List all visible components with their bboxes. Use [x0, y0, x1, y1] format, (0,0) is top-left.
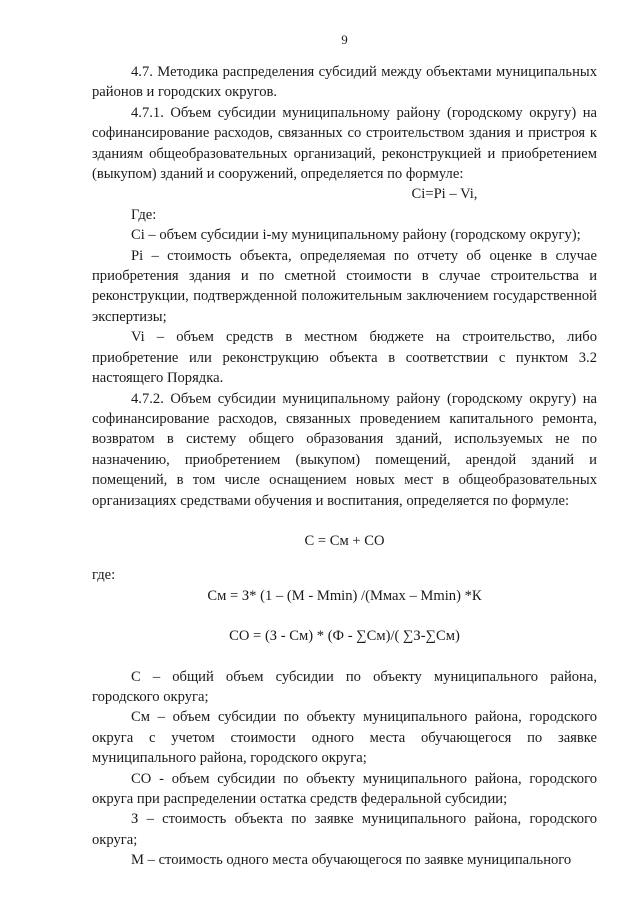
- where-label-2: где:: [92, 567, 116, 584]
- formula-co: СО = (З - См) * (Ф - ∑См)/( ∑З-∑См): [229, 628, 460, 645]
- definition-vi: Vi – объем средств в местном бюджете на строительство, либо приобретение или реконструкцию объекта в соответствии с пунктом 3.2 настоящего Порядка.: [92, 329, 597, 387]
- definition-co: СО - объем субсидии по объекту муниципального района, городского округа при распределении остатка средств федеральной субсидии;: [92, 770, 597, 807]
- section-title: 4.7. Методика распределения субсидий между объектами муниципальных районов и городских округов.: [92, 64, 597, 101]
- paragraph-4-7-2: 4.7.2. Объем субсидии муниципальному району (городскому округу) на софинансирование расходов, связанных проведением капитального ремонта, возвратом в систему общего образования зданий, используемых не по назначению, приобретением (выкупом) помещений, арендой зданий и помещений, в том числе оснащением новых мест в общеобразовательных организациях средствами обучения и воспитания, определяется по формуле:: [92, 390, 597, 509]
- definition-z: З – стоимость объекта по заявке муниципального района, городского округа;: [92, 811, 597, 848]
- formula-ci: Ci=Pi – Vi,: [411, 186, 478, 203]
- definition-cm: См – объем субсидии по объекту муниципального района, городского округа с учетом стоимости одного места обучающегося по заявке муниципального района, городского округа;: [92, 709, 597, 767]
- definition-ci: Ci – объем субсидии i-му муниципальному району (городскому округу);: [131, 227, 581, 244]
- page-number: 9: [341, 32, 348, 47]
- paragraph-4-7-1: 4.7.1. Объем субсидии муниципальному району (городскому округу) на софинансирование расходов, связанных со строительством здания и пристроя к зданиям общеобразовательных организаций, реконструкцией и приобретением (выкупом) зданий и сооружений, определяется по формуле:: [92, 104, 597, 183]
- formula-c: С = См + СО: [304, 532, 385, 549]
- formula-cm: См = З* (1 – (М - Mmin) /(Ммах – Mmin) *К: [207, 587, 482, 604]
- document-page: [92, 32, 597, 871]
- where-label: Где:: [131, 206, 157, 223]
- definition-pi: Pi – стоимость объекта, определяемая по отчету об оценке в случае приобретения здания и по сметной стоимости в случае строительства и реконструкции, подтвержденной положительным заключением государственной экспертизы;: [92, 247, 597, 325]
- definition-c: С – общий объем субсидии по объекту муниципального района, городского округа;: [92, 668, 597, 705]
- definition-m: М – стоимость одного места обучающегося по заявке муниципального: [131, 852, 572, 869]
